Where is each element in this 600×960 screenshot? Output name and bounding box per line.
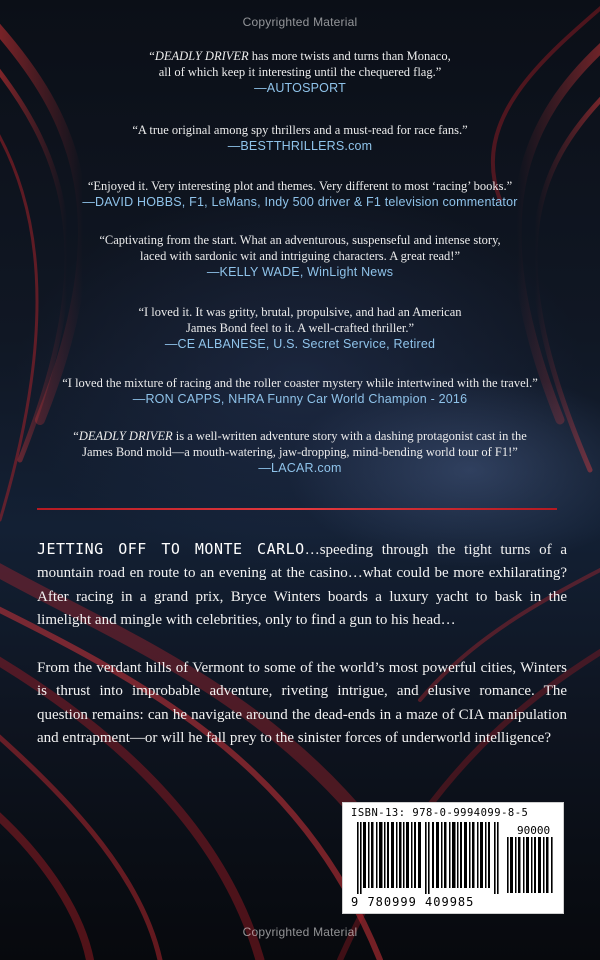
quote-text: “I loved the mixture of racing and the roller coaster mystery while intertwined with the travel.” xyxy=(62,376,538,390)
quote-source: —DAVID HOBBS, F1, LeMans, Indy 500 driver & F1 television commentator xyxy=(82,195,518,209)
quote-ron-capps xyxy=(0,375,600,408)
blurb-lead-in: JETTING OFF TO MONTE CARLO xyxy=(37,540,305,558)
ean-barcode-bars xyxy=(357,822,502,894)
watermark-top: Copyrighted Material xyxy=(242,15,358,29)
quote-kelly-wade xyxy=(0,232,600,281)
isbn-barcode-box xyxy=(342,802,564,914)
isbn-number: ISBN-13: 978-0-9994099-8-5 xyxy=(351,807,529,819)
quote-text: “Enjoyed it. Very interesting plot and themes. Very different to most ‘racing’ books.” xyxy=(87,179,513,193)
quote-text: “I loved it. It was gritty, brutal, propulsive, and had an American James Bond feel to it. A well-crafted thriller.” xyxy=(138,305,462,335)
quote-autosport xyxy=(0,48,600,97)
blurb-paragraph-1: JETTING OFF TO MONTE CARLO…speeding through the tight turns of a mountain road en route to an evening at the casino…what could be more exhilarating? After racing in a grand prix, Bryce Winters boards a luxury yacht to bask in the limelight and mingle with celebrities, only to find a gun to his head… xyxy=(37,540,567,628)
quote-source: —AUTOSPORT xyxy=(254,81,346,95)
red-divider-line xyxy=(37,508,557,510)
quote-source: —CE ALBANESE, U.S. Secret Service, Retired xyxy=(164,337,436,351)
quote-source: —KELLY WADE, WinLight News xyxy=(206,265,394,279)
quote-text: “DEADLY DRIVER has more twists and turns than Monaco, all of which keep it interesting until the chequered flag.” xyxy=(149,49,451,79)
quote-bestthrillers xyxy=(0,122,600,155)
quote-text: “DEADLY DRIVER is a well-written adventure story with a dashing protagonist cast in the James Bond mold—a mouth-watering, jaw-dropping, mind-bending world tour of F1!” xyxy=(73,429,527,459)
price-code: 90000 xyxy=(517,824,551,837)
watermark-bottom: Copyrighted Material xyxy=(242,925,358,939)
blurb-paragraph-2: From the verdant hills of Vermont to some of the world’s most powerful cities, Winters is thrust into improbable adventure, riveting intrigue, and elusive romance. The question remains: can he navigate around the dead-ends in a maze of CIA manipulation and entrapment—or will he fall prey to the sinister forces of underworld intelligence? xyxy=(37,660,567,746)
quote-source: —BESTTHRILLERS.com xyxy=(227,139,373,153)
quote-ce-albanese xyxy=(0,304,600,353)
quote-source: —LACAR.com xyxy=(258,461,342,475)
price-addon-barcode xyxy=(507,837,555,893)
quote-text: “A true original among spy thrillers and a must-read for race fans.” xyxy=(132,123,468,137)
quote-david-hobbs xyxy=(0,178,600,211)
quote-source: —RON CAPPS, NHRA Funny Car World Champion - 2016 xyxy=(132,392,468,406)
quote-text: “Captivating from the start. What an adventurous, suspenseful and intense story, laced with sardonic wit and intriguing characters. A great read!” xyxy=(99,233,501,263)
ean-digits: 9 780999 409985 xyxy=(351,895,475,909)
quote-lacar xyxy=(0,428,600,477)
